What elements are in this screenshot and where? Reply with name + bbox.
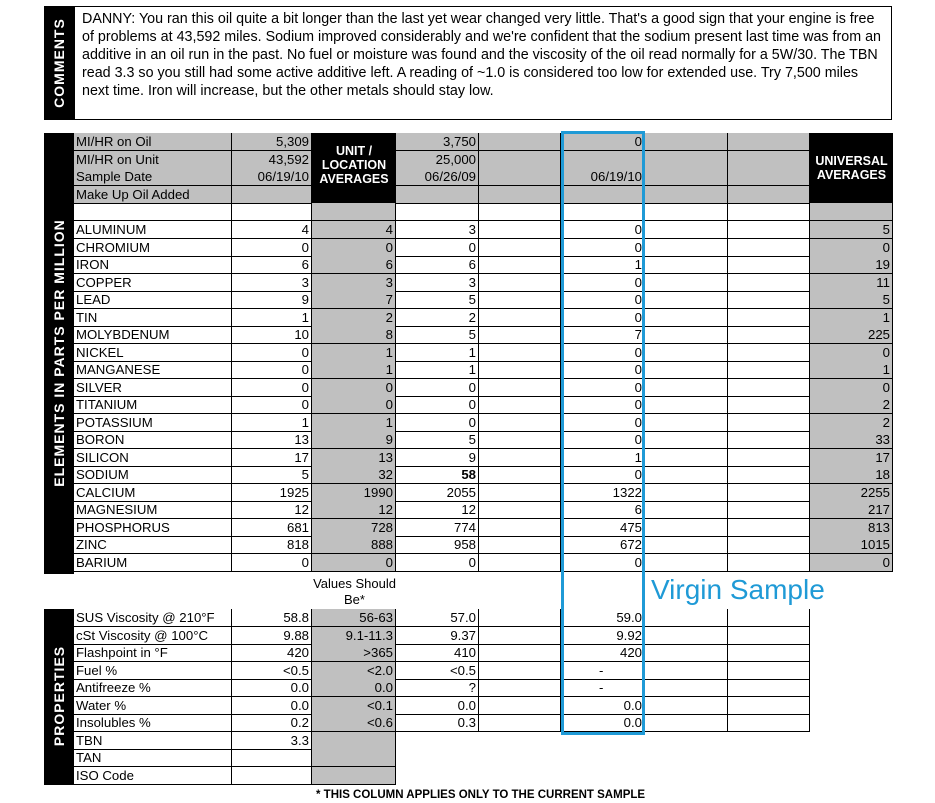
property-virgin-value: 9.92 bbox=[561, 627, 645, 645]
element-unit-average: 1990 bbox=[312, 484, 396, 502]
element-current-value: 1 bbox=[232, 414, 312, 432]
property-blank-cell bbox=[479, 609, 561, 627]
element-current-value: 0 bbox=[232, 554, 312, 572]
element-unit-average: 1 bbox=[312, 414, 396, 432]
element-universal-average: 0 bbox=[810, 239, 893, 257]
header-current-value: 43,592 bbox=[232, 151, 312, 169]
element-virgin-value: 0 bbox=[561, 414, 645, 432]
property-name: cSt Viscosity @ 100°C bbox=[74, 627, 232, 645]
element-blank-cell bbox=[479, 221, 561, 239]
element-blank-cell bbox=[479, 361, 561, 379]
element-unit-average: 1 bbox=[312, 344, 396, 362]
element-previous-value: 3 bbox=[396, 221, 479, 239]
property-blank-cell bbox=[728, 627, 810, 645]
element-universal-average: 1015 bbox=[810, 536, 893, 554]
header-current-value: 5,309 bbox=[232, 133, 312, 151]
element-previous-value: 0 bbox=[396, 379, 479, 397]
property-should-be: 56-63 bbox=[312, 609, 396, 627]
element-universal-average: 1 bbox=[810, 361, 893, 379]
universal-header-cell bbox=[810, 133, 893, 151]
header-previous-value: 3,750 bbox=[396, 133, 479, 151]
element-name: POTASSIUM bbox=[74, 414, 232, 432]
header-current-value bbox=[232, 186, 312, 204]
element-universal-average: 18 bbox=[810, 466, 893, 484]
header-blank-cell bbox=[645, 133, 728, 151]
property-current-value: 0.0 bbox=[232, 697, 312, 715]
element-blank-cell bbox=[479, 466, 561, 484]
element-blank-cell bbox=[728, 484, 810, 502]
element-blank-cell bbox=[479, 519, 561, 537]
element-virgin-value: 475 bbox=[561, 519, 645, 537]
element-virgin-value: 0 bbox=[561, 291, 645, 309]
element-previous-value: 12 bbox=[396, 501, 479, 519]
element-previous-value: 3 bbox=[396, 274, 479, 292]
property-name: Water % bbox=[74, 697, 232, 715]
element-name: SILVER bbox=[74, 379, 232, 397]
element-name: ALUMINUM bbox=[74, 221, 232, 239]
property-previous-value: ? bbox=[396, 679, 479, 697]
property-name: Flashpoint in °F bbox=[74, 644, 232, 662]
property-blank-cell bbox=[479, 679, 561, 697]
header-blank-cell bbox=[728, 151, 810, 169]
element-previous-value: 0 bbox=[396, 396, 479, 414]
element-name: SILICON bbox=[74, 449, 232, 467]
element-blank-cell bbox=[479, 344, 561, 362]
element-blank-cell bbox=[645, 466, 728, 484]
property-previous-value: 9.37 bbox=[396, 627, 479, 645]
element-previous-value: 58 bbox=[396, 466, 479, 484]
element-name: MAGNESIUM bbox=[74, 501, 232, 519]
element-universal-average: 2255 bbox=[810, 484, 893, 502]
property-blank-cell bbox=[645, 644, 728, 662]
element-blank-cell bbox=[728, 449, 810, 467]
element-blank-cell bbox=[728, 379, 810, 397]
property-virgin-value: 420 bbox=[561, 644, 645, 662]
element-virgin-value: 0 bbox=[561, 239, 645, 257]
element-virgin-value: 672 bbox=[561, 536, 645, 554]
element-blank-cell bbox=[645, 414, 728, 432]
property-current-value bbox=[232, 767, 312, 785]
element-previous-value: 5 bbox=[396, 326, 479, 344]
comments-side-label: COMMENTS bbox=[51, 18, 67, 108]
element-unit-average: 2 bbox=[312, 309, 396, 327]
property-blank-cell bbox=[645, 662, 728, 680]
property-should-be bbox=[312, 767, 396, 785]
element-blank-cell bbox=[479, 536, 561, 554]
header-row-label: MI/HR on Oil bbox=[74, 133, 232, 151]
element-unit-average: 12 bbox=[312, 501, 396, 519]
element-previous-value: 9 bbox=[396, 449, 479, 467]
property-blank-cell bbox=[645, 627, 728, 645]
element-current-value: 3 bbox=[232, 274, 312, 292]
element-blank-cell bbox=[479, 379, 561, 397]
element-blank-cell bbox=[645, 536, 728, 554]
property-previous-value: 0.3 bbox=[396, 714, 479, 732]
element-blank-cell bbox=[728, 274, 810, 292]
element-universal-average: 813 bbox=[810, 519, 893, 537]
element-universal-average: 217 bbox=[810, 501, 893, 519]
property-name: TBN bbox=[74, 732, 232, 750]
element-previous-value: 5 bbox=[396, 291, 479, 309]
spacer-cell bbox=[479, 203, 561, 221]
spacer-cell bbox=[728, 203, 810, 221]
element-current-value: 0 bbox=[232, 379, 312, 397]
element-unit-average: 32 bbox=[312, 466, 396, 484]
element-universal-average: 5 bbox=[810, 221, 893, 239]
element-name: LEAD bbox=[74, 291, 232, 309]
element-blank-cell bbox=[728, 431, 810, 449]
property-blank-cell bbox=[645, 697, 728, 715]
element-current-value: 0 bbox=[232, 396, 312, 414]
element-virgin-value: 1322 bbox=[561, 484, 645, 502]
element-unit-average: 1 bbox=[312, 361, 396, 379]
property-should-be: 9.1-11.3 bbox=[312, 627, 396, 645]
virgin-sample-highlight bbox=[561, 131, 645, 735]
property-current-value: 9.88 bbox=[232, 627, 312, 645]
element-blank-cell bbox=[728, 291, 810, 309]
property-blank-cell bbox=[479, 644, 561, 662]
element-blank-cell bbox=[645, 361, 728, 379]
universal-header-cell bbox=[810, 186, 893, 204]
element-unit-average: 0 bbox=[312, 396, 396, 414]
element-name: MANGANESE bbox=[74, 361, 232, 379]
element-blank-cell bbox=[479, 414, 561, 432]
element-previous-value: 1 bbox=[396, 344, 479, 362]
footnote: * THIS COLUMN APPLIES ONLY TO THE CURRENT SAMPLE bbox=[316, 789, 646, 801]
element-universal-average: 5 bbox=[810, 291, 893, 309]
element-universal-average: 17 bbox=[810, 449, 893, 467]
element-blank-cell bbox=[728, 256, 810, 274]
property-blank-cell bbox=[728, 714, 810, 732]
element-name: COPPER bbox=[74, 274, 232, 292]
element-unit-average: 4 bbox=[312, 221, 396, 239]
element-blank-cell bbox=[728, 501, 810, 519]
property-name: SUS Viscosity @ 210°F bbox=[74, 609, 232, 627]
property-blank-cell bbox=[728, 609, 810, 627]
element-blank-cell bbox=[479, 501, 561, 519]
property-virgin-value: - bbox=[561, 679, 645, 697]
element-current-value: 1925 bbox=[232, 484, 312, 502]
property-name: Insolubles % bbox=[74, 714, 232, 732]
property-blank-cell bbox=[479, 662, 561, 680]
spacer-cell bbox=[74, 203, 232, 221]
property-blank-cell bbox=[728, 679, 810, 697]
element-virgin-value: 0 bbox=[561, 344, 645, 362]
element-name: TITANIUM bbox=[74, 396, 232, 414]
property-blank-cell bbox=[479, 697, 561, 715]
element-blank-cell bbox=[728, 519, 810, 537]
element-blank-cell bbox=[645, 501, 728, 519]
element-name: SODIUM bbox=[74, 466, 232, 484]
element-blank-cell bbox=[728, 344, 810, 362]
property-name: Fuel % bbox=[74, 662, 232, 680]
element-name: ZINC bbox=[74, 536, 232, 554]
property-blank-cell bbox=[728, 697, 810, 715]
element-previous-value: 774 bbox=[396, 519, 479, 537]
header-virgin-value: 06/19/10 bbox=[561, 168, 645, 186]
element-blank-cell bbox=[645, 291, 728, 309]
element-virgin-value: 0 bbox=[561, 361, 645, 379]
element-blank-cell bbox=[728, 414, 810, 432]
property-previous-value: 57.0 bbox=[396, 609, 479, 627]
element-name: MOLYBDENUM bbox=[74, 326, 232, 344]
element-unit-average: 728 bbox=[312, 519, 396, 537]
element-blank-cell bbox=[479, 274, 561, 292]
element-blank-cell bbox=[479, 291, 561, 309]
header-previous-value: 06/26/09 bbox=[396, 168, 479, 186]
spacer-cell bbox=[232, 203, 312, 221]
header-current-value: 06/19/10 bbox=[232, 168, 312, 186]
spacer-cell bbox=[810, 203, 893, 221]
element-unit-average: 9 bbox=[312, 431, 396, 449]
element-blank-cell bbox=[645, 344, 728, 362]
element-unit-average: 0 bbox=[312, 554, 396, 572]
element-previous-value: 2 bbox=[396, 309, 479, 327]
property-virgin-value: 0.0 bbox=[561, 697, 645, 715]
element-name: BARIUM bbox=[74, 554, 232, 572]
element-unit-average: 3 bbox=[312, 274, 396, 292]
element-name: PHOSPHORUS bbox=[74, 519, 232, 537]
element-blank-cell bbox=[645, 554, 728, 572]
header-blank-cell bbox=[728, 168, 810, 186]
property-previous-value: 0.0 bbox=[396, 697, 479, 715]
header-blank-cell bbox=[645, 168, 728, 186]
property-blank-cell bbox=[479, 627, 561, 645]
element-unit-average: 13 bbox=[312, 449, 396, 467]
element-blank-cell bbox=[728, 466, 810, 484]
element-unit-average: 0 bbox=[312, 239, 396, 257]
property-name: ISO Code bbox=[74, 767, 232, 785]
element-previous-value: 0 bbox=[396, 554, 479, 572]
header-previous-value: 25,000 bbox=[396, 151, 479, 169]
property-current-value: 0.0 bbox=[232, 679, 312, 697]
element-previous-value: 5 bbox=[396, 431, 479, 449]
spacer-cell bbox=[312, 203, 396, 221]
element-current-value: 818 bbox=[232, 536, 312, 554]
element-current-value: 4 bbox=[232, 221, 312, 239]
element-virgin-value: 0 bbox=[561, 554, 645, 572]
element-blank-cell bbox=[645, 274, 728, 292]
element-virgin-value: 1 bbox=[561, 256, 645, 274]
element-blank-cell bbox=[728, 361, 810, 379]
property-blank-cell bbox=[728, 644, 810, 662]
element-current-value: 13 bbox=[232, 431, 312, 449]
element-name: BORON bbox=[74, 431, 232, 449]
property-current-value: 3.3 bbox=[232, 732, 312, 750]
property-should-be bbox=[312, 732, 396, 750]
element-current-value: 6 bbox=[232, 256, 312, 274]
header-blank-cell bbox=[479, 186, 561, 204]
header-blank-cell bbox=[645, 151, 728, 169]
element-blank-cell bbox=[645, 484, 728, 502]
element-universal-average: 11 bbox=[810, 274, 893, 292]
element-current-value: 10 bbox=[232, 326, 312, 344]
element-virgin-value: 0 bbox=[561, 466, 645, 484]
header-blank-cell bbox=[479, 151, 561, 169]
element-blank-cell bbox=[479, 396, 561, 414]
element-name: CHROMIUM bbox=[74, 239, 232, 257]
property-blank-cell bbox=[728, 662, 810, 680]
element-virgin-value: 0 bbox=[561, 221, 645, 239]
header-virgin-value: 0 bbox=[561, 133, 645, 151]
elements-side-label: ELEMENTS IN PARTS PER MILLION bbox=[51, 219, 67, 487]
element-blank-cell bbox=[645, 519, 728, 537]
element-blank-cell bbox=[645, 431, 728, 449]
element-blank-cell bbox=[645, 326, 728, 344]
element-blank-cell bbox=[479, 309, 561, 327]
element-blank-cell bbox=[479, 239, 561, 257]
element-blank-cell bbox=[645, 379, 728, 397]
property-should-be: >365 bbox=[312, 644, 396, 662]
element-current-value: 681 bbox=[232, 519, 312, 537]
element-blank-cell bbox=[479, 256, 561, 274]
element-blank-cell bbox=[479, 449, 561, 467]
element-blank-cell bbox=[645, 396, 728, 414]
property-current-value: 0.2 bbox=[232, 714, 312, 732]
element-universal-average: 33 bbox=[810, 431, 893, 449]
element-virgin-value: 0 bbox=[561, 396, 645, 414]
element-blank-cell bbox=[645, 221, 728, 239]
property-blank-cell bbox=[645, 714, 728, 732]
element-name: IRON bbox=[74, 256, 232, 274]
header-blank-cell bbox=[728, 186, 810, 204]
element-current-value: 0 bbox=[232, 361, 312, 379]
element-previous-value: 0 bbox=[396, 239, 479, 257]
element-universal-average: 225 bbox=[810, 326, 893, 344]
element-blank-cell bbox=[728, 239, 810, 257]
element-blank-cell bbox=[479, 431, 561, 449]
property-name: Antifreeze % bbox=[74, 679, 232, 697]
comments-text: DANNY: You ran this oil quite a bit longer than the last yet wear changed very little. That's a good sign that your engine is free of problems at 43,592 miles. Sodium improved considerably and we're confident that the sodium present last time was from an additive in an oil run in the past. No fuel or moisture was found and the viscosity of the oil read normally for a 5W/30. The TBN read 3.3 so you still had some active additive left. A reading of ~1.0 is considered too low for extended use. Try 7,500 miles next time. Iron will increase, but the other metals should stay low. bbox=[82, 11, 881, 99]
header-row-label: MI/HR on Unit bbox=[74, 151, 232, 169]
element-virgin-value: 0 bbox=[561, 379, 645, 397]
element-blank-cell bbox=[479, 326, 561, 344]
element-unit-average: 8 bbox=[312, 326, 396, 344]
element-virgin-value: 7 bbox=[561, 326, 645, 344]
property-current-value bbox=[232, 749, 312, 767]
spacer-cell bbox=[645, 203, 728, 221]
element-virgin-value: 1 bbox=[561, 449, 645, 467]
element-blank-cell bbox=[728, 326, 810, 344]
header-blank-cell bbox=[479, 168, 561, 186]
element-blank-cell bbox=[645, 309, 728, 327]
element-universal-average: 0 bbox=[810, 554, 893, 572]
property-name: TAN bbox=[74, 749, 232, 767]
property-should-be bbox=[312, 749, 396, 767]
element-blank-cell bbox=[479, 484, 561, 502]
property-virgin-value: 0.0 bbox=[561, 714, 645, 732]
element-unit-average: 7 bbox=[312, 291, 396, 309]
property-should-be: <2.0 bbox=[312, 662, 396, 680]
element-current-value: 12 bbox=[232, 501, 312, 519]
properties-side-label: PROPERTIES bbox=[51, 645, 67, 747]
element-unit-average: 888 bbox=[312, 536, 396, 554]
element-current-value: 9 bbox=[232, 291, 312, 309]
virgin-sample-label: Virgin Sample bbox=[651, 574, 825, 605]
property-should-be: 0.0 bbox=[312, 679, 396, 697]
element-name: TIN bbox=[74, 309, 232, 327]
element-previous-value: 958 bbox=[396, 536, 479, 554]
element-blank-cell bbox=[728, 221, 810, 239]
element-unit-average: 0 bbox=[312, 379, 396, 397]
element-virgin-value: 6 bbox=[561, 501, 645, 519]
element-universal-average: 0 bbox=[810, 379, 893, 397]
header-row-label: Sample Date bbox=[74, 168, 232, 186]
element-universal-average: 2 bbox=[810, 396, 893, 414]
universal-averages-header: UNIVERSAL AVERAGES bbox=[815, 154, 888, 182]
element-unit-average: 6 bbox=[312, 256, 396, 274]
element-previous-value: 0 bbox=[396, 414, 479, 432]
property-virgin-value: 59.0 bbox=[561, 609, 645, 627]
unit-location-averages-header: UNIT / LOCATION AVERAGES bbox=[319, 144, 389, 186]
spacer-cell bbox=[396, 203, 479, 221]
property-should-be: <0.1 bbox=[312, 697, 396, 715]
element-universal-average: 0 bbox=[810, 344, 893, 362]
header-blank-cell bbox=[479, 133, 561, 151]
unit-averages-header-cell bbox=[312, 186, 396, 204]
property-blank-cell bbox=[645, 609, 728, 627]
element-blank-cell bbox=[728, 396, 810, 414]
element-virgin-value: 0 bbox=[561, 309, 645, 327]
element-universal-average: 2 bbox=[810, 414, 893, 432]
element-blank-cell bbox=[645, 256, 728, 274]
element-blank-cell bbox=[645, 449, 728, 467]
header-blank-cell bbox=[645, 186, 728, 204]
element-virgin-value: 0 bbox=[561, 274, 645, 292]
element-name: NICKEL bbox=[74, 344, 232, 362]
element-current-value: 0 bbox=[232, 344, 312, 362]
element-current-value: 0 bbox=[232, 239, 312, 257]
element-previous-value: 2055 bbox=[396, 484, 479, 502]
element-universal-average: 1 bbox=[810, 309, 893, 327]
element-previous-value: 6 bbox=[396, 256, 479, 274]
property-blank-cell bbox=[479, 714, 561, 732]
element-name: CALCIUM bbox=[74, 484, 232, 502]
element-blank-cell bbox=[728, 309, 810, 327]
element-current-value: 1 bbox=[232, 309, 312, 327]
header-previous-value bbox=[396, 186, 479, 204]
element-virgin-value: 0 bbox=[561, 431, 645, 449]
property-blank-cell bbox=[645, 679, 728, 697]
property-previous-value: <0.5 bbox=[396, 662, 479, 680]
element-universal-average: 19 bbox=[810, 256, 893, 274]
property-virgin-value: - bbox=[561, 662, 645, 680]
property-current-value: 420 bbox=[232, 644, 312, 662]
property-current-value: <0.5 bbox=[232, 662, 312, 680]
element-blank-cell bbox=[479, 554, 561, 572]
property-current-value: 58.8 bbox=[232, 609, 312, 627]
header-blank-cell bbox=[728, 133, 810, 151]
values-should-be-note: Values Should Be* bbox=[313, 576, 396, 607]
element-blank-cell bbox=[645, 239, 728, 257]
element-blank-cell bbox=[728, 536, 810, 554]
element-blank-cell bbox=[728, 554, 810, 572]
element-current-value: 5 bbox=[232, 466, 312, 484]
header-row-label: Make Up Oil Added bbox=[74, 186, 232, 204]
element-current-value: 17 bbox=[232, 449, 312, 467]
element-previous-value: 1 bbox=[396, 361, 479, 379]
property-should-be: <0.6 bbox=[312, 714, 396, 732]
property-previous-value: 410 bbox=[396, 644, 479, 662]
